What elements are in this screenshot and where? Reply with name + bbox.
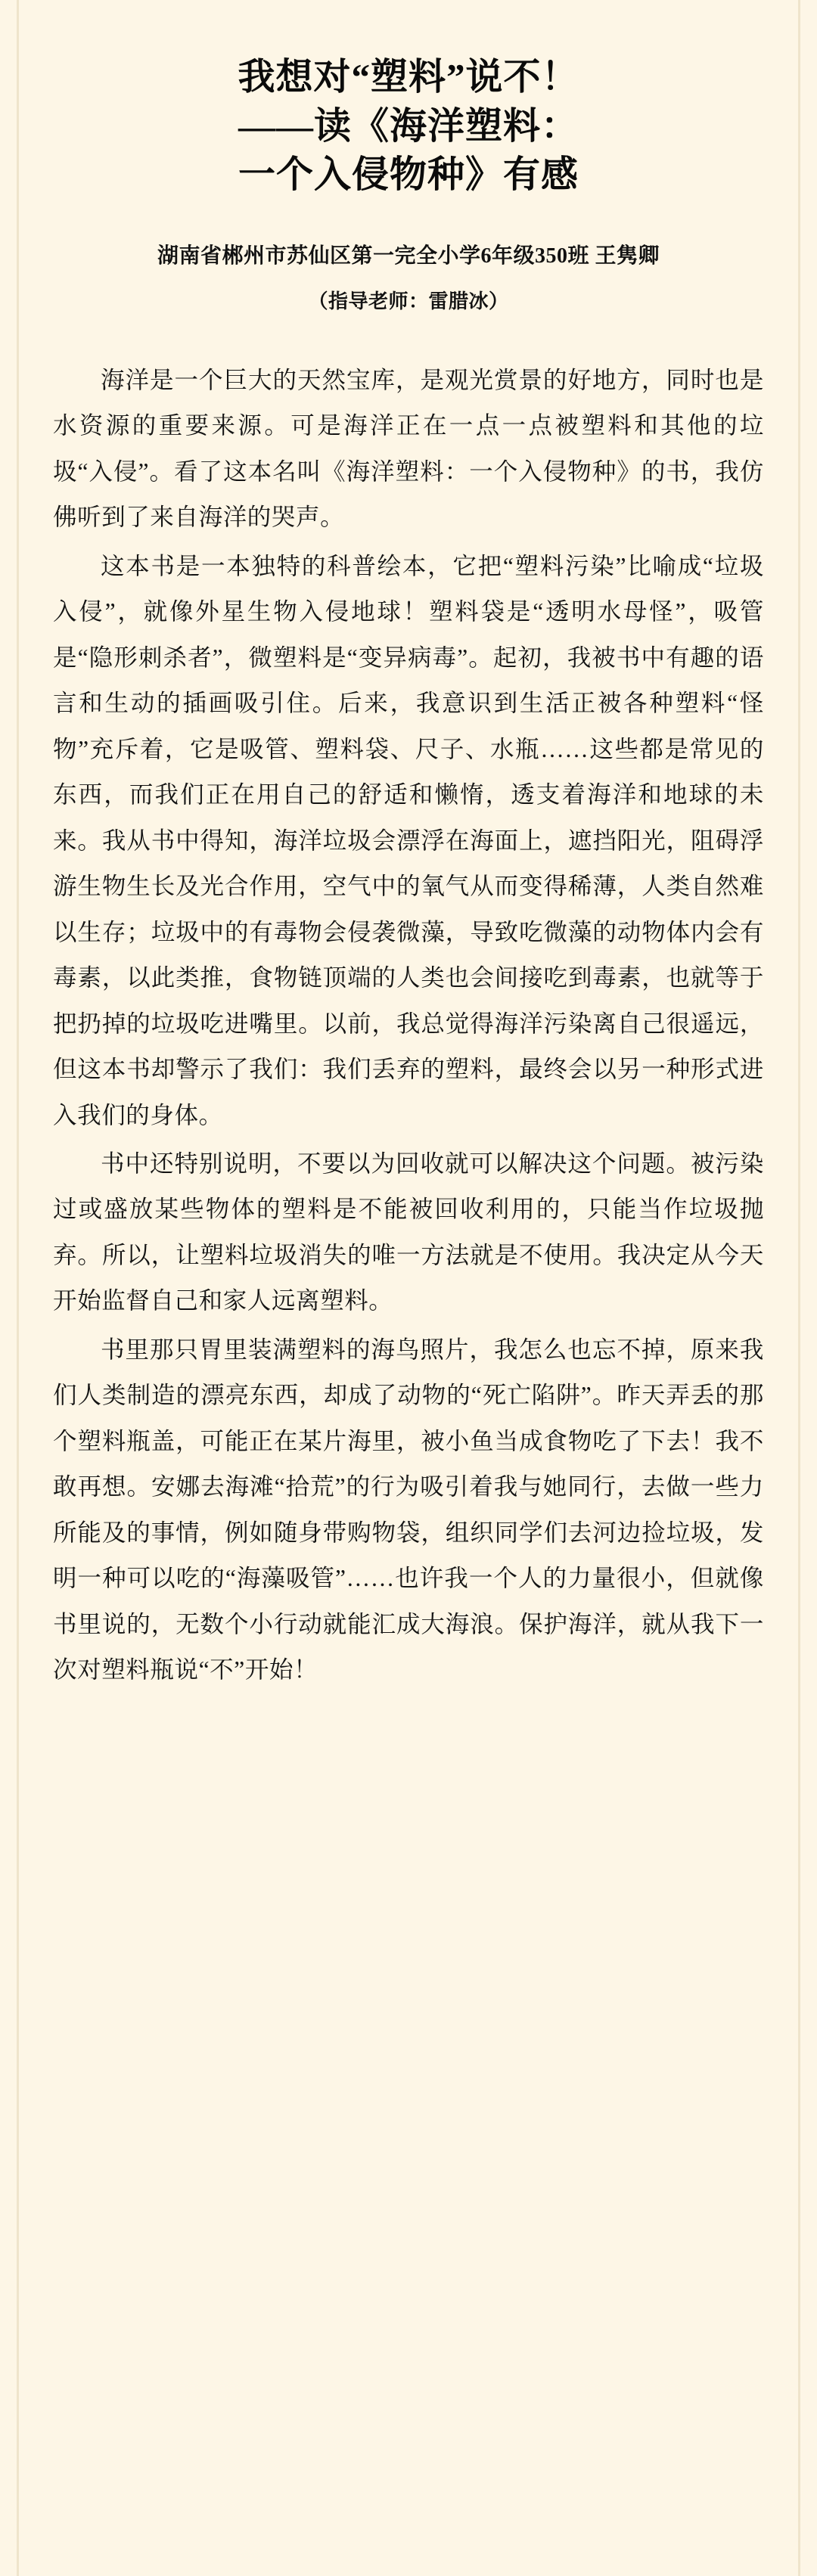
paragraph: 海洋是一个巨大的天然宝库，是观光赏景的好地方，同时也是水资源的重要来源。可是海洋正在一点一点被塑料和其他的垃圾“入侵”。看了这本名叫《海洋塑料：一个入侵物种》的书，我仿佛听到了来自海洋的哭声。 bbox=[53, 367, 764, 531]
instructor-note: （指导老师：雷腊冰） bbox=[308, 290, 509, 313]
paragraph: 书里那只胃里装满塑料的海鸟照片，我怎么也忘不掉，原来我们人类制造的漂亮东西，却成了动物的“死亡陷阱”。昨天弄丢的那个塑料瓶盖，可能正在某片海里，被小鱼当成食物吃了下去！我不敢再想。安娜去海滩“拾荒”的行为吸引着我与她同行，去做一些力所能及的事情，例如随身带购物袋，组织同学们去河边捡垃圾，发明一种可以吃的“海藻吸管”……也许我一个人的力量很小，但就像书里说的，无数个小行动就能汇成大海浪。保护海洋，就从我下一次对塑料瓶说“不”开始！ bbox=[53, 1336, 764, 1684]
title-line-1: 我想对“塑料”说不！ bbox=[238, 56, 579, 98]
article-body bbox=[53, 358, 764, 1693]
page-title bbox=[53, 53, 764, 200]
title-line-2: ——读《海洋塑料： bbox=[238, 104, 579, 147]
paragraph: 书中还特别说明，不要以为回收就可以解决这个问题。被污染过或盛放某些物体的塑料是不能被回收利用的，只能当作垃圾抛弃。所以，让塑料垃圾消失的唯一方法就是不使用。我决定从今天开始监督自己和家人远离塑料。 bbox=[53, 1150, 764, 1314]
page-right-rule bbox=[798, 0, 800, 2576]
page-left-rule bbox=[17, 0, 19, 2576]
paragraph: 这本书是一本独特的科普绘本，它把“塑料污染”比喻成“垃圾入侵”，就像外星生物入侵地球！塑料袋是“透明水母怪”，吸管是“隐形刺杀者”，微塑料是“变异病毒”。起初，我被书中有趣的语言和生动的插画吸引住。后来，我意识到生活正被各种塑料“怪物”充斥着，它是吸管、塑料袋、尺子、水瓶……这些都是常见的东西，而我们正在用自己的舒适和懒惰，透支着海洋和地球的未来。我从书中得知，海洋垃圾会漂浮在海面上，遮挡阳光，阻碍浮游生物生长及光合作用，空气中的氧气从而变得稀薄，人类自然难以生存；垃圾中的有毒物会侵袭微藻，导致吃微藻的动物体内会有毒素，以此类推，食物链顶端的人类也会间接吃到毒素，也就等于把扔掉的垃圾吃进嘴里。以前，我总觉得海洋污染离自己很遥远，但这本书却警示了我们：我们丢弃的塑料，最终会以另一种形式进入我们的身体。 bbox=[53, 552, 764, 1128]
author-byline: 湖南省郴州市苏仙区第一完全小学6年级350班 王隽卿 bbox=[157, 244, 660, 268]
title-line-3: 一个入侵物种》有感 bbox=[238, 154, 579, 196]
